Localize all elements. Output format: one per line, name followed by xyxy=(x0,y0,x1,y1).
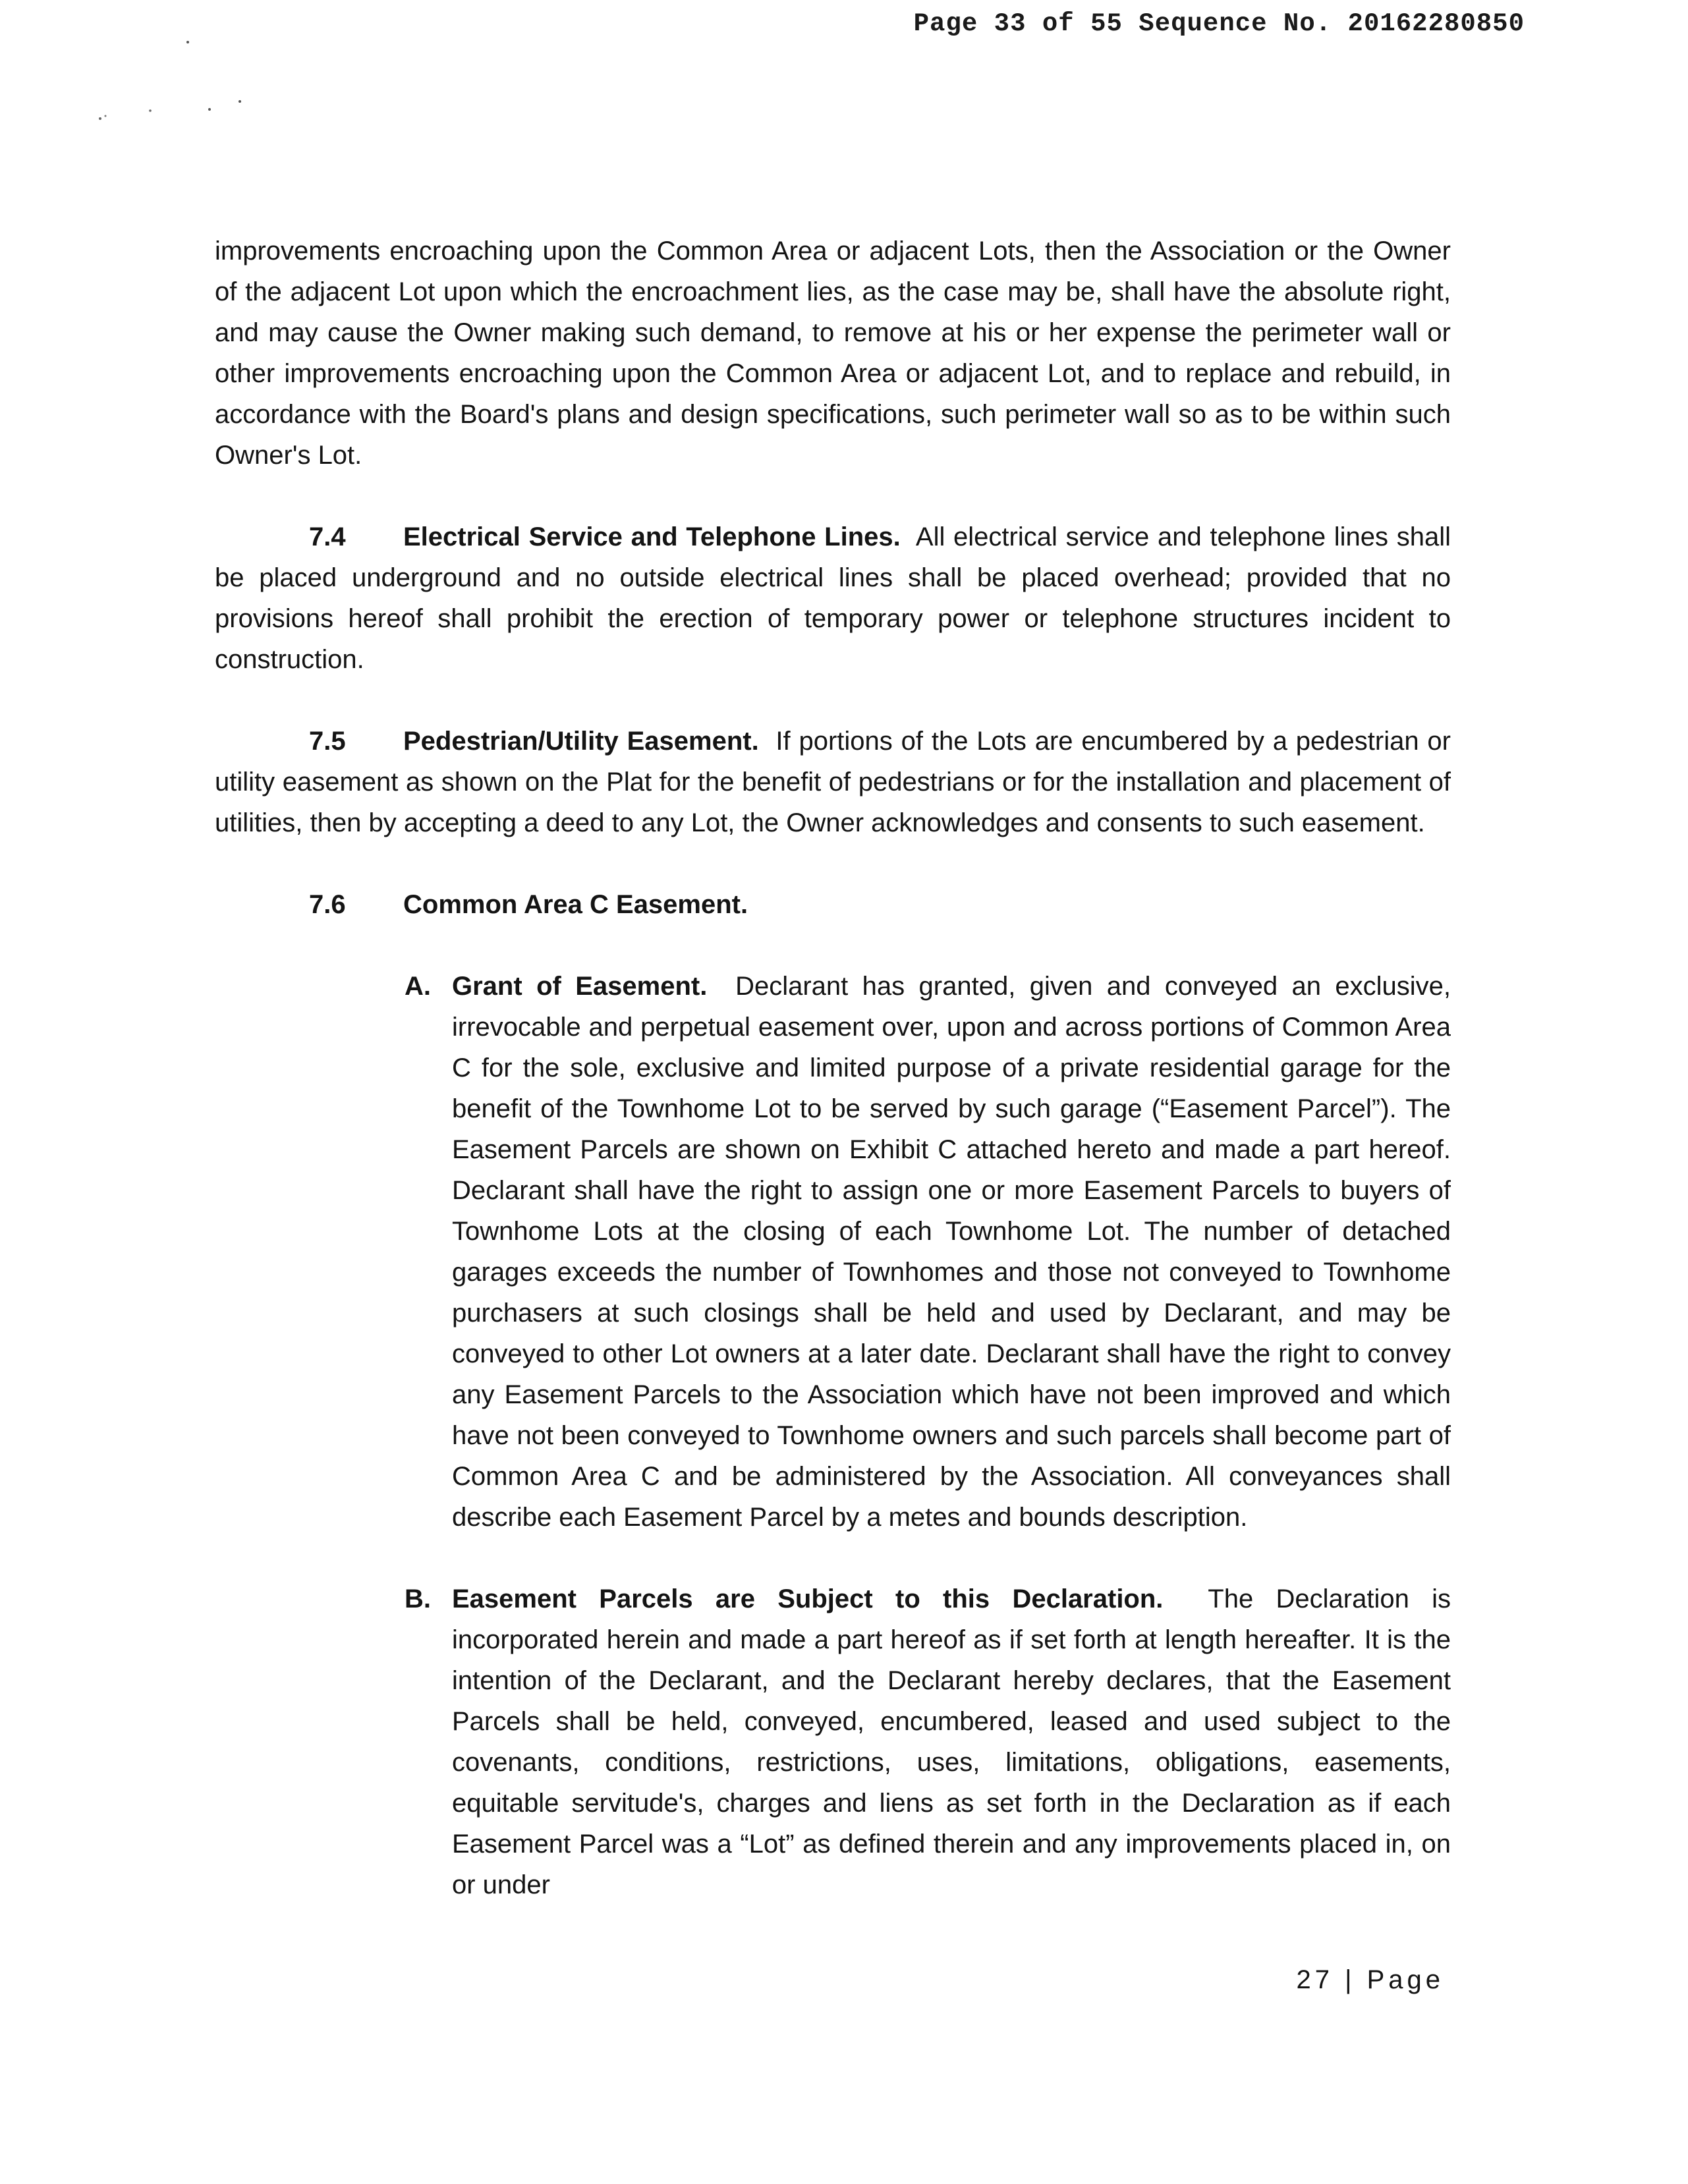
subsection-title: Easement Parcels are Subject to this Declaration. xyxy=(452,1584,1164,1613)
page-number-footer: 27 | Page xyxy=(1296,1965,1444,1994)
subsection-a xyxy=(405,966,1451,1538)
section-number: 7.6 xyxy=(309,890,346,919)
section-7-4 xyxy=(215,517,1451,680)
subsection-label: B. xyxy=(405,1584,431,1613)
section-title: Electrical Service and Telephone Lines. xyxy=(403,522,901,551)
section-number: 7.5 xyxy=(309,727,346,756)
section-7-6 xyxy=(215,884,1451,925)
section-7-5 xyxy=(215,721,1451,843)
section-body: If portions of the Lots are encumbered by a pedestrian or utility easement as shown on the Plat for the benefit of pedestrians or for the installation and placement of utilities, then by accepting a deed to any Lot, the Owner acknowledges and consents to such easement. xyxy=(215,727,1451,837)
subsection-label: A. xyxy=(405,972,431,1001)
section-body: All electrical service and telephone lines shall be placed underground and no outside electrical lines shall be placed overhead; provided that no provisions hereof shall prohibit the erection of temporary power or telephone structures incident to construction. xyxy=(215,522,1451,674)
section-title: Pedestrian/Utility Easement. xyxy=(403,727,759,756)
section-number: 7.4 xyxy=(309,522,346,551)
subsection-title: Grant of Easement. xyxy=(452,972,708,1001)
subsection-body: Declarant has granted, given and conveyed an exclusive, irrevocable and perpetual easement over, upon and across portions of Common Area C for the sole, exclusive and limited purpose of a private residential garage for the benefit of the Townhome Lot to be served by such garage (“Easement Parcel”). The Easement Parcels are shown on Exhibit C attached hereto and made a part hereof. Declarant shall have the right to assign one or more Easement Parcels to buyers of Townhome Lots at the closing of each Townhome Lot. The number of detached garages exceeds the number of Townhomes and those not conveyed to Townhome purchasers at such closings shall be held and used by Declarant, and may be conveyed to other Lot owners at a later date. Declarant shall have the right to convey any Easement Parcels to the Association which have not been improved and which have not been conveyed to Townhome owners and such parcels shall become part of Common Area C and be administered by the Association. All conveyances shall describe each Easement Parcel by a metes and bounds description. xyxy=(452,972,1451,1532)
page-sequence-stamp: Page 33 of 55 Sequence No. 20162280850 xyxy=(913,9,1525,38)
subsection-b xyxy=(405,1579,1451,1905)
subsection-body: The Declaration is incorporated herein and made a part hereof as if set forth at length hereafter. It is the intention of the Declarant, and the Declarant hereby declares, that the Easement Parcels shall be held, conveyed, encumbered, leased and used subject to the covenants, conditions, restrictions, uses, limitations, obligations, easements, equitable servitude's, charges and liens as set forth in the Declaration as if each Easement Parcel was a “Lot” as defined therein and any improvements placed in, on or under xyxy=(452,1584,1451,1899)
intro-paragraph: improvements encroaching upon the Common Area or adjacent Lots, then the Association or the Owner of the adjacent Lot upon which the encroachment lies, as the case may be, shall have the absolute right, and may cause the Owner making such demand, to remove at his or her expense the perimeter wall or other improvements encroaching upon the Common Area or adjacent Lot, and to replace and rebuild, in accordance with the Board's plans and design specifications, such perimeter wall so as to be within such Owner's Lot. xyxy=(215,237,1451,470)
section-title: Common Area C Easement. xyxy=(403,890,748,919)
scan-specks-decoration xyxy=(92,33,264,132)
document-body xyxy=(215,231,1451,1905)
